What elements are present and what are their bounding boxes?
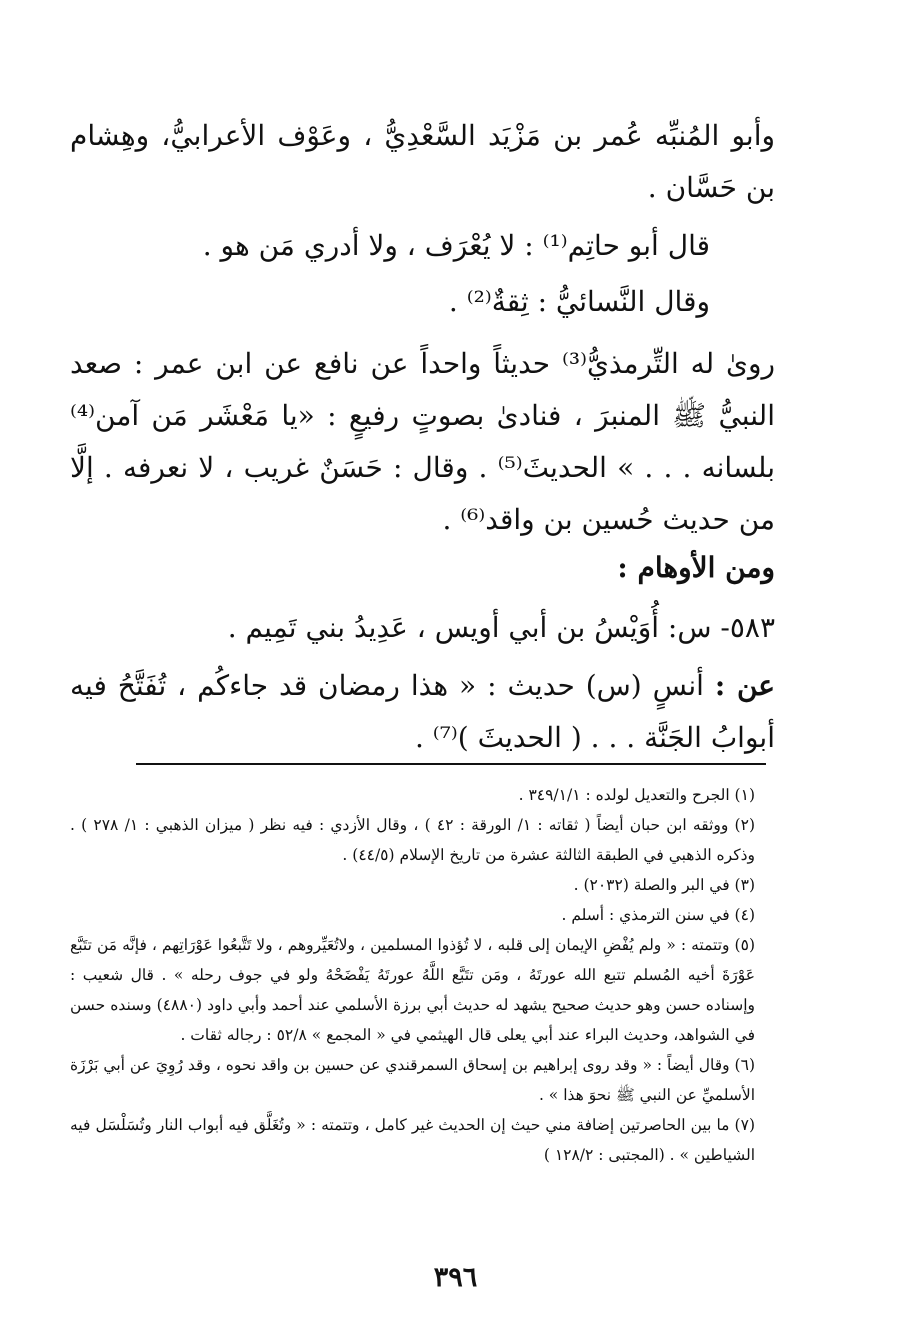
paragraph-lead: عن : [714,669,775,702]
page-number: ٣٩٦ [433,1262,478,1293]
footnotes [70,780,775,1170]
paragraph-nasai: وقال النَّسائيُّ : ثِقةٌ⁽²⁾ . [448,285,710,318]
section-heading: ومن الأوهام : [617,551,775,584]
footnote-1: (١) الجرح والتعديل لولده : ٣٤٩/١/١ . [518,786,755,804]
paragraph-anas-text: أنسٍ (س) حديث : « هذا رمضان قد جاءكُم ، تُفَتَّحُ فيه أبوابُ الجَنَّة . . . ( الحديثَ )⁽⁷⁾ . [70,669,775,754]
main-text-5 [70,542,775,594]
footnote-6: (٦) وقال أيضاً : « وقد روى إبراهيم بن إسحاق السمرقندي عن حسين بن واقد نحوه ، وقد رُوِيَ عن أبي بَرْزَة الأسلميِّ عن النبي ﷺ نحوَ هذا » . [70,1056,755,1104]
main-text-4 [70,338,775,546]
footnote-3: (٣) في البر والصلة (٢٠٣٢) . [573,876,755,894]
paragraph-abu-hatim: قال أبو حاتِم⁽¹⁾ : لا يُعْرَف ، ولا أدري مَن هو . [202,229,710,262]
footnote-2: (٢) ووثقه ابن حبان أيضاً ( ثقاته : ١/ الورقة : ٤٢ ) ، وقال الأزدي : فيه نظر ( ميزان الذهبي : ١/ ٢٧٨ ) . وذكره الذهبي في الطبقة الثالثة عشرة من تاريخ الإسلام (٤٤/٥) . [70,816,755,864]
footnote-divider [136,763,766,765]
entry-heading: ٥٨٣- س: أُوَيْسُ بن أبي أويس ، عَدِيدُ بني تَمِيم . [227,611,775,644]
paragraph-tirmidhi: روىٰ له التِّرمذيُّ⁽³⁾ حديثاً واحداً عن نافع عن ابن عمر : صعد النبيُّ ﷺ المنبرَ ، فنادىٰ بصوتٍ رفيعٍ : «يا مَعْشَر مَن آمن⁽⁴⁾ بلسانه . . . » الحديثَ⁽⁵⁾ . وقال : حَسَنٌ غريب ، لا نعرفه . إلَّا من حديث حُسين بن واقد⁽⁶⁾ . [70,347,775,536]
main-text-7 [70,660,775,764]
main-text-2 [70,220,775,272]
footnote-7: (٧) ما بين الحاصرتين إضافة مني حيث إن الحديث غير كامل ، وتتمته : « وتُغَلَّق فيه أبواب النار وتُسَلْسَل فيه الشياطين » . (المجتبى : ١٢٨/٢ ) [70,1116,755,1164]
paragraph-narrators: وأبو المُنبِّه عُمر بن مَزْيَد السَّعْدِيُّ ، وعَوْف الأعرابيُّ، وهِشام بن حَسَّان . [70,119,775,204]
footnote-4: (٤) في سنن الترمذي : أسلم . [561,906,755,924]
footnote-5: (٥) وتتمته : « ولم يُفْضِ الإيمان إلى قلبه ، لا تُؤذوا المسلمين ، ولاتُعَيِّروهم ، ولا تَتَّبعُوا عَوْرَاتِهم ، فإنَّه مَن تتَبَّع عَوْرَةَ أخيه المُسلم تتبع الله عورتَهُ ، ومَن تتَبَّع اللَّهُ عورتَهُ يَفْضَحْهُ ولو في جوف رحله » . قال شعيب : وإسناده حسن وهو حديث صحيح يشهد له حديث أبي برزة الأسلمي عند أحمد وأبي داود (٤٨٨٠) وسنده حسن في الشواهد، وحديث البراء عند أبي يعلى قال الهيثمي في « المجمع » ٥٢/٨ : رجاله ثقات . [70,936,755,1044]
paragraph-anas [70,660,775,764]
main-text-6 [70,602,775,654]
main-text-3 [70,276,775,328]
main-text [70,110,775,214]
